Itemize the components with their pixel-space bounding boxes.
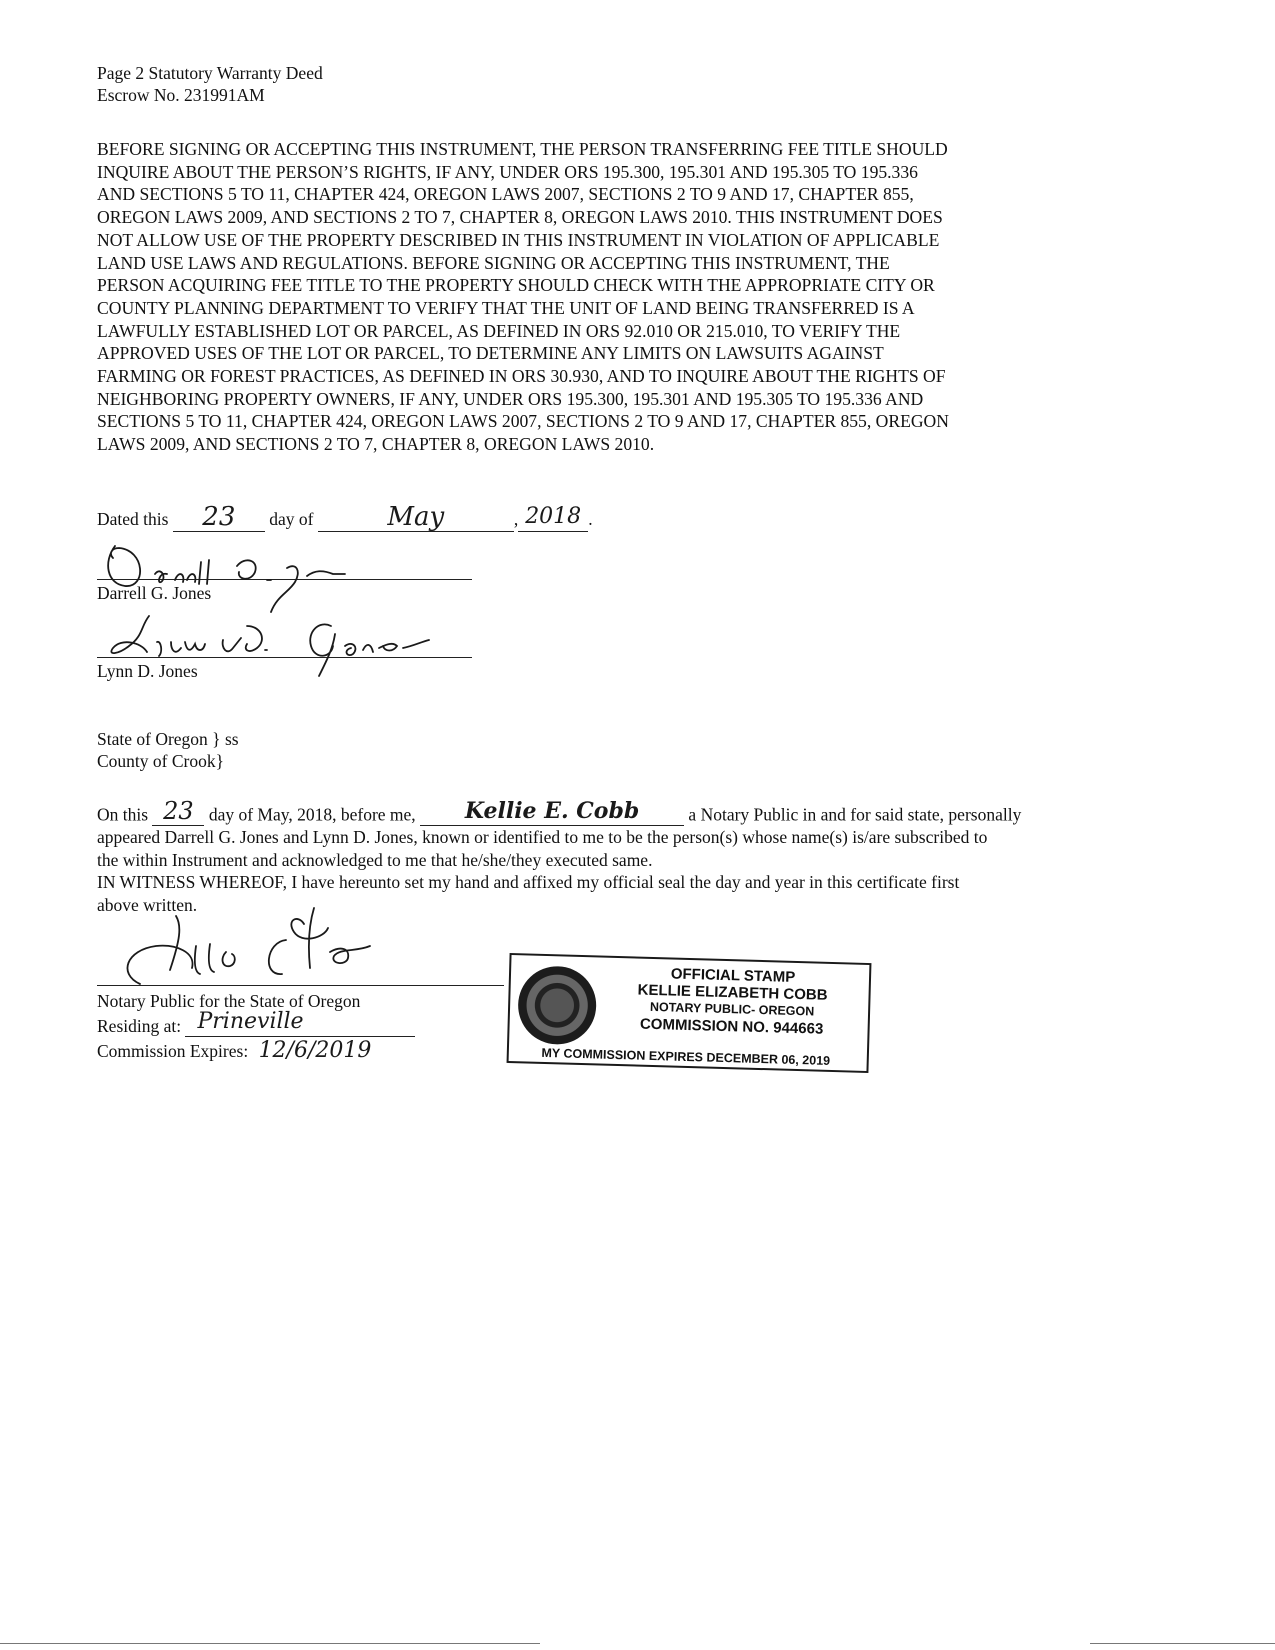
page-label: Page 2 Statutory Warranty Deed: [97, 63, 323, 83]
statute-line: LAWS 2009, AND SECTIONS 2 TO 7, CHAPTER 8, OREGON LAWS 2010.: [97, 434, 655, 455]
scan-edge-rule-right: [1090, 1643, 1275, 1644]
signer-name-lynn: Lynn D. Jones: [97, 661, 198, 681]
dated-period: .: [588, 509, 593, 529]
acknowledgment-line-4: IN WITNESS WHEREOF, I have hereunto set my hand and affixed my official seal the day and year in this certificate first: [97, 872, 960, 892]
venue-county: County of Crook}: [97, 751, 225, 771]
venue-block: [97, 728, 239, 772]
year-fill-field: [518, 505, 588, 532]
statutory-disclosure-paragraph: [97, 138, 1177, 456]
handwritten-commission-date: 12/6/2019: [258, 1038, 372, 1063]
statute-line: NOT ALLOW USE OF THE PROPERTY DESCRIBED IN THIS INSTRUMENT IN VIOLATION OF APPLICABLE: [97, 229, 940, 250]
day-fill-field: [173, 502, 265, 532]
statute-line: APPROVED USES OF THE LOT OR PARCEL, TO DETERMINE ANY LIMITS ON LAWSUITS AGAINST: [97, 343, 884, 364]
signature-notary: [110, 900, 410, 990]
acknowledgment-line-3: the within Instrument and acknowledged to me that he/she/they executed same.: [97, 849, 653, 870]
commission-label: Commission Expires:: [97, 1041, 249, 1061]
acknowledgment-line-2: appeared Darrell G. Jones and Lynn D. Jones, known or identified to me to be the person(s) whose name(s) is/are subscribed to: [97, 827, 988, 847]
residing-fill-field: [185, 1009, 415, 1037]
acknowledgment-line-1: [97, 797, 1197, 826]
commission-row: [97, 1040, 371, 1062]
handwritten-day: 23: [202, 502, 236, 532]
stamp-line-notary: NOTARY PUBLIC- OREGON: [649, 999, 815, 1019]
statute-line: NEIGHBORING PROPERTY OWNERS, IF ANY, UNDER ORS 195.300, 195.301 AND 195.305 TO 195.336 AND: [97, 388, 924, 409]
handwritten-residing: Prineville: [197, 1009, 304, 1034]
dated-line: [97, 502, 593, 539]
notary-name-fill-field: [420, 798, 684, 826]
statute-line: INQUIRE ABOUT THE PERSON’S RIGHTS, IF ANY, UNDER ORS 195.300, 195.301 AND 195.305 TO 195.336: [97, 161, 918, 182]
ack-day-fill-field: [152, 797, 204, 826]
official-notary-stamp: [507, 953, 872, 1073]
stamp-text: [541, 964, 863, 1068]
ack-mid: day of May, 2018, before me,: [208, 804, 416, 825]
oregon-state-seal-icon: [517, 965, 597, 1045]
statute-line: LAWFULLY ESTABLISHED LOT OR PARCEL, AS DEFINED IN ORS 92.010 OR 215.010, TO VERIFY THE: [97, 320, 901, 341]
notary-title: Notary Public for the State of Oregon: [97, 991, 361, 1011]
statute-line: AND SECTIONS 5 TO 11, CHAPTER 424, OREGON LAWS 2007, SECTIONS 2 TO 9 AND 17, CHAPTER 855,: [97, 184, 914, 205]
statute-line: LAND USE LAWS AND REGULATIONS. BEFORE SIGNING OR ACCEPTING THIS INSTRUMENT, THE: [97, 252, 890, 273]
month-fill-field: [318, 502, 514, 532]
handwritten-month: May: [387, 502, 445, 532]
statute-line: PERSON ACQUIRING FEE TITLE TO THE PROPERTY SHOULD CHECK WITH THE APPROPRIATE CITY OR: [97, 275, 935, 296]
dated-mid: day of: [269, 509, 314, 529]
scan-edge-rule: [0, 1643, 540, 1644]
stamp-line-commission: COMMISSION NO. 944663: [639, 1015, 824, 1038]
stamp-line-expires: MY COMMISSION EXPIRES DECEMBER 06, 2019: [541, 1045, 831, 1068]
stamp-line-name: KELLIE ELIZABETH COBB: [637, 981, 828, 1004]
statute-line: OREGON LAWS 2009, AND SECTIONS 2 TO 7, CHAPTER 8, OREGON LAWS 2010. THIS INSTRUMENT DOES: [97, 207, 943, 228]
document-header: [97, 62, 323, 106]
ack-prefix: On this: [97, 804, 149, 825]
handwritten-year: 2018: [525, 504, 582, 529]
escrow-number: Escrow No. 231991AM: [97, 85, 265, 105]
handwritten-notary-name: Kellie E. Cobb: [464, 798, 640, 824]
ack-suffix: a Notary Public in and for said state, personally: [688, 804, 1022, 825]
statute-line: FARMING OR FOREST PRACTICES, AS DEFINED IN ORS 30.930, AND TO INQUIRE ABOUT THE RIGHTS OF: [97, 366, 946, 387]
handwritten-ack-day: 23: [163, 797, 194, 825]
dated-comma: ,: [513, 509, 519, 529]
statute-line: BEFORE SIGNING OR ACCEPTING THIS INSTRUMENT, THE PERSON TRANSFERRING FEE TITLE SHOULD: [97, 139, 948, 159]
signer-name-darrell: Darrell G. Jones: [97, 583, 212, 603]
statute-line: SECTIONS 5 TO 11, CHAPTER 424, OREGON LAWS 2007, SECTIONS 2 TO 9 AND 17, CHAPTER 855, OREGON: [97, 411, 949, 432]
notary-signature-line: [97, 985, 504, 986]
stamp-line-official: OFFICIAL STAMP: [670, 965, 796, 986]
residing-row: [97, 1009, 415, 1037]
statute-line: COUNTY PLANNING DEPARTMENT TO VERIFY THAT THE UNIT OF LAND BEING TRANSFERRED IS A: [97, 297, 915, 318]
residing-label: Residing at:: [97, 1016, 182, 1036]
venue-state: State of Oregon } ss: [97, 729, 239, 749]
acknowledgment-line-5: above written.: [97, 894, 198, 915]
dated-prefix: Dated this: [97, 509, 169, 529]
